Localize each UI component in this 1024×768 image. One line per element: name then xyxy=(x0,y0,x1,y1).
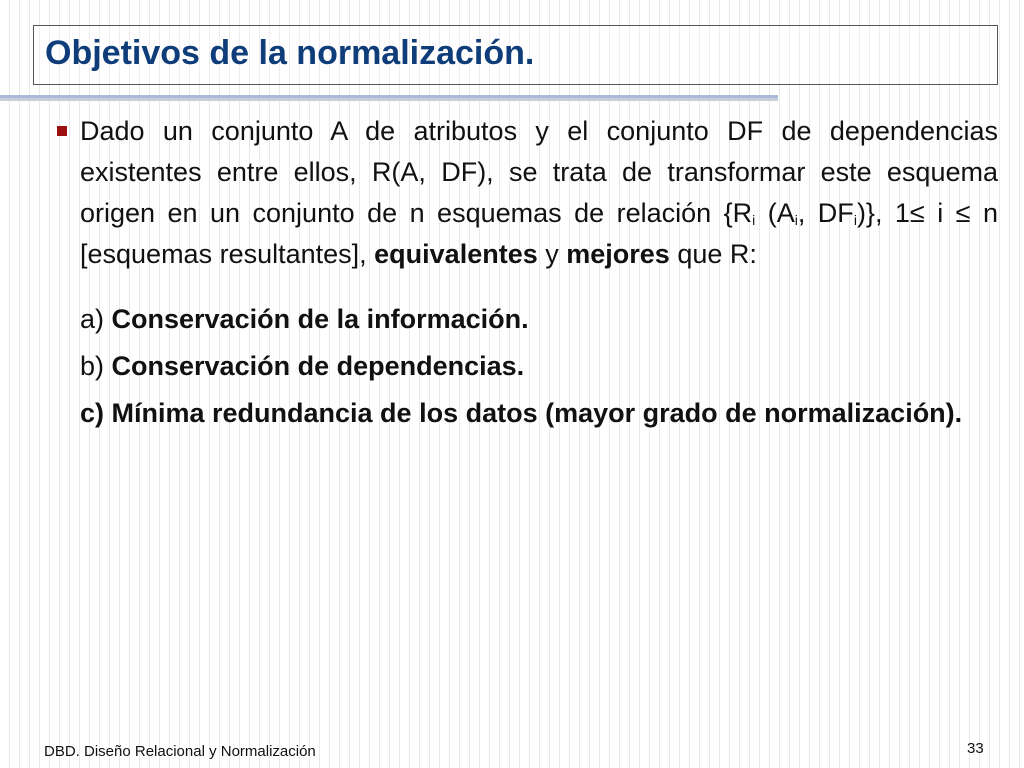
objective-b xyxy=(80,346,998,387)
paragraph-text-3: , DF xyxy=(797,198,854,228)
objective-a-text: Conservación de la información. xyxy=(111,304,529,334)
term-equivalentes: equivalentes xyxy=(374,239,538,269)
title-underline xyxy=(0,95,778,98)
objective-a xyxy=(80,299,998,340)
paragraph-text-2: (A xyxy=(755,198,795,228)
term-mejores: mejores xyxy=(566,239,670,269)
page-number: 33 xyxy=(967,740,984,757)
paragraph-text-6: que R: xyxy=(669,239,757,269)
subscript-2: i xyxy=(794,212,798,228)
objective-c: c) Mínima redundancia de los datos (mayor grado de normalización). xyxy=(80,398,963,428)
paragraph-text-4: )}, 1≤ i ≤ n [esquemas resultantes], xyxy=(80,198,998,269)
bullet-paragraph xyxy=(80,111,998,275)
slide-title: Objetivos de la normalización. xyxy=(45,34,535,72)
paragraph-text-5: y xyxy=(537,239,567,269)
title-box xyxy=(33,25,998,85)
bullet-square-icon xyxy=(57,126,67,136)
footer-course-title: DBD. Diseño Relacional y Normalización xyxy=(44,743,316,760)
paragraph-text-1: Dado un conjunto A de atributos y el conjunto DF de dependencias existentes entre ellos, R(A, DF), se trata de transformar este esquema origen en un conjunto de n esquemas de relación {R xyxy=(80,116,998,228)
objective-b-text: Conservación de dependencias. xyxy=(111,351,525,381)
subscript-3: i xyxy=(853,212,857,228)
objective-b-prefix: b) xyxy=(80,351,112,381)
subscript-1: i xyxy=(752,212,756,228)
objective-a-prefix: a) xyxy=(80,304,112,334)
slide-body xyxy=(80,111,998,434)
